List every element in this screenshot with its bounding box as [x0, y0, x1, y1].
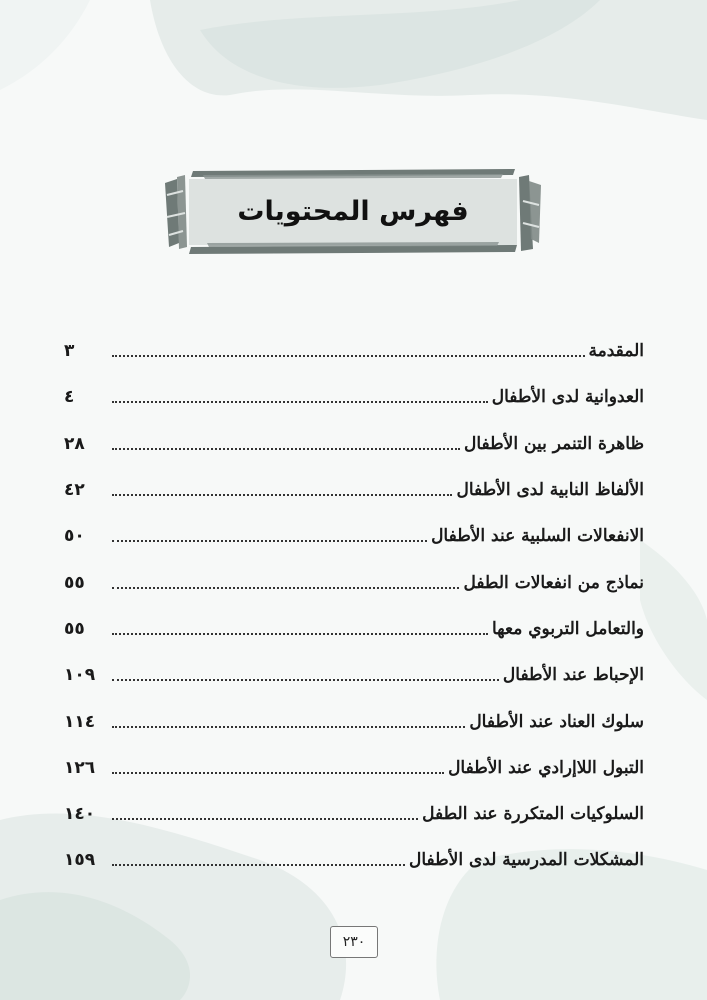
toc-entry-page: ٣	[64, 341, 75, 362]
toc-entry	[64, 328, 644, 374]
toc-entry	[64, 421, 644, 467]
dot-leader	[112, 401, 488, 403]
page-number-box: ٢٣٠	[330, 926, 378, 958]
toc-entry	[64, 652, 644, 698]
toc-entry-title: الإحباط عند الأطفال	[502, 665, 644, 686]
dot-leader	[112, 818, 418, 820]
toc-entry	[64, 467, 644, 513]
toc-entry-page: ١٥٩	[64, 850, 96, 871]
dot-leader	[112, 355, 585, 357]
dot-leader	[112, 679, 499, 681]
toc-entry-title: والتعامل التربوي معها	[492, 618, 644, 639]
toc-entry-title: المشكلات المدرسية لدى الأطفال	[408, 850, 644, 871]
page-title: فهرس المحتويات	[237, 196, 469, 227]
toc-entry-page: ٤	[64, 387, 75, 408]
dot-leader	[112, 772, 444, 774]
toc-entry-page: ١٢٦	[64, 757, 96, 778]
toc-entry-title: سلوك العناد عند الأطفال	[469, 711, 644, 732]
dot-leader	[112, 448, 460, 450]
toc-entry	[64, 698, 644, 744]
toc-entry-title: الانفعالات السلبية عند الأطفال	[431, 526, 644, 547]
toc-entry	[64, 791, 644, 837]
toc-entry-title: الألفاظ النابية لدى الأطفال	[456, 480, 644, 501]
toc-entry-page: ٤٢	[64, 480, 85, 501]
toc-entry-page: ١١٤	[64, 711, 96, 732]
toc-entry-page: ١٤٠	[64, 804, 96, 825]
toc-entry-title: العدوانية لدى الأطفال	[491, 387, 644, 408]
dot-leader	[112, 726, 465, 728]
toc-entry	[64, 513, 644, 559]
toc-entry-title: التبول اللاإرادي عند الأطفال	[448, 757, 644, 778]
toc-entry-title: ظاهرة التنمر بين الأطفال	[464, 433, 644, 454]
table-of-contents	[64, 328, 644, 884]
dot-leader	[112, 864, 405, 866]
toc-entry-title: السلوكيات المتكررة عند الطفل	[422, 804, 644, 825]
toc-entry-page: ٥٥	[64, 618, 85, 639]
toc-entry	[64, 745, 644, 791]
dot-leader	[112, 494, 452, 496]
toc-entry-page: ٥٥	[64, 572, 85, 593]
title-banner	[163, 165, 543, 258]
toc-entry-title: نماذج من انفعالات الطفل	[463, 572, 644, 593]
toc-entry	[64, 837, 644, 883]
toc-entry-page: ١٠٩	[64, 665, 96, 686]
dot-leader	[112, 540, 427, 542]
toc-entry	[64, 374, 644, 420]
toc-entry	[64, 606, 644, 652]
toc-entry-page: ٢٨	[64, 433, 85, 454]
dot-leader	[112, 587, 459, 589]
toc-entry-page: ٥٠	[64, 526, 85, 547]
toc-entry	[64, 559, 644, 605]
dot-leader	[112, 633, 488, 635]
toc-entry-title: المقدمة	[588, 341, 644, 362]
